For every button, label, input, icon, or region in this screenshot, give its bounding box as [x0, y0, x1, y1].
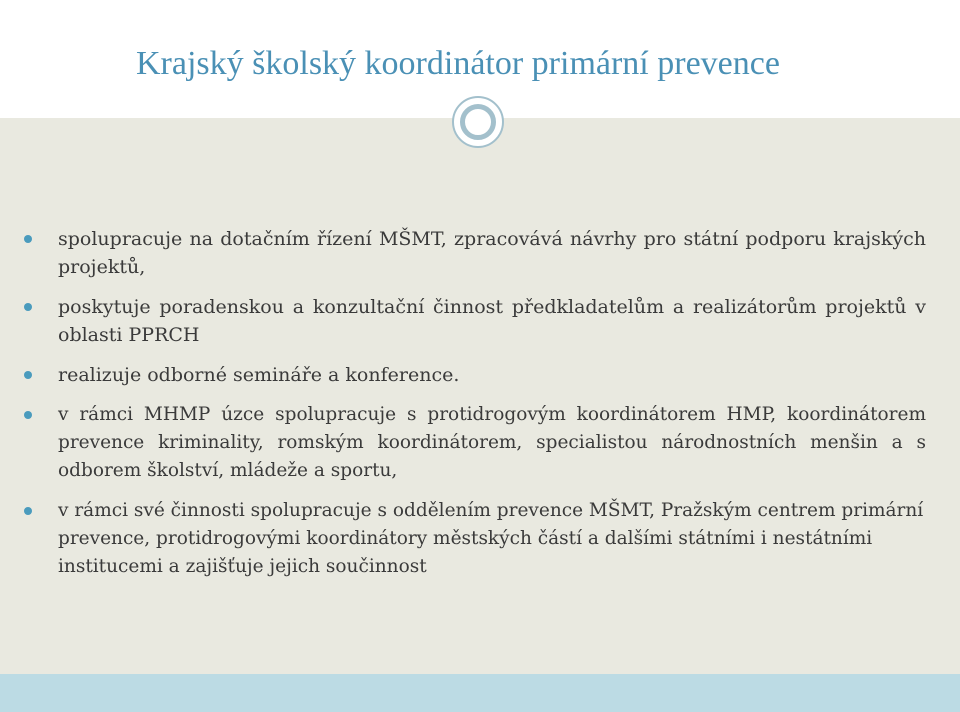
bullet-text: poskytuje poradenskou a konzultační činnost předkladatelům a realizátorům projektů v oblasti PPRCH — [58, 296, 926, 346]
footer-bar — [0, 674, 960, 712]
bullet-item — [58, 497, 926, 581]
bullet-list — [58, 225, 926, 593]
bullet-dot-icon — [24, 371, 32, 379]
bullet-text: spolupracuje na dotačním řízení MŠMT, zpracovává návrhy pro státní podporu krajských projektů, — [58, 228, 926, 278]
bullet-text: realizuje odborné semináře a konference. — [58, 364, 460, 386]
circle-ornament-inner — [460, 104, 496, 140]
bullet-text: v rámci své činnosti spolupracuje s oddělením prevence MŠMT, Pražským centrem primární prevence, protidrogovými koordinátory městských částí a dalšími státními i nestátními institucemi a zajišťuje jejich součinnost — [58, 500, 924, 577]
bullet-item — [58, 225, 926, 281]
bullet-dot-icon — [24, 303, 32, 311]
bullet-item — [58, 361, 926, 389]
bullet-dot-icon — [24, 411, 32, 419]
bullet-item — [58, 401, 926, 485]
bullet-dot-icon — [24, 235, 32, 243]
slide-title: Krajský školský koordinátor primární prevence — [136, 45, 780, 82]
circle-ornament-icon — [452, 96, 504, 148]
bullet-item — [58, 293, 926, 349]
bullet-text: v rámci MHMP úzce spolupracuje s protidrogovým koordinátorem HMP, koordinátorem prevence kriminality, romským koordinátorem, specialistou národnostních menšin a s odborem školství, mládeže a sportu, — [58, 404, 926, 481]
bullet-dot-icon — [24, 507, 32, 515]
